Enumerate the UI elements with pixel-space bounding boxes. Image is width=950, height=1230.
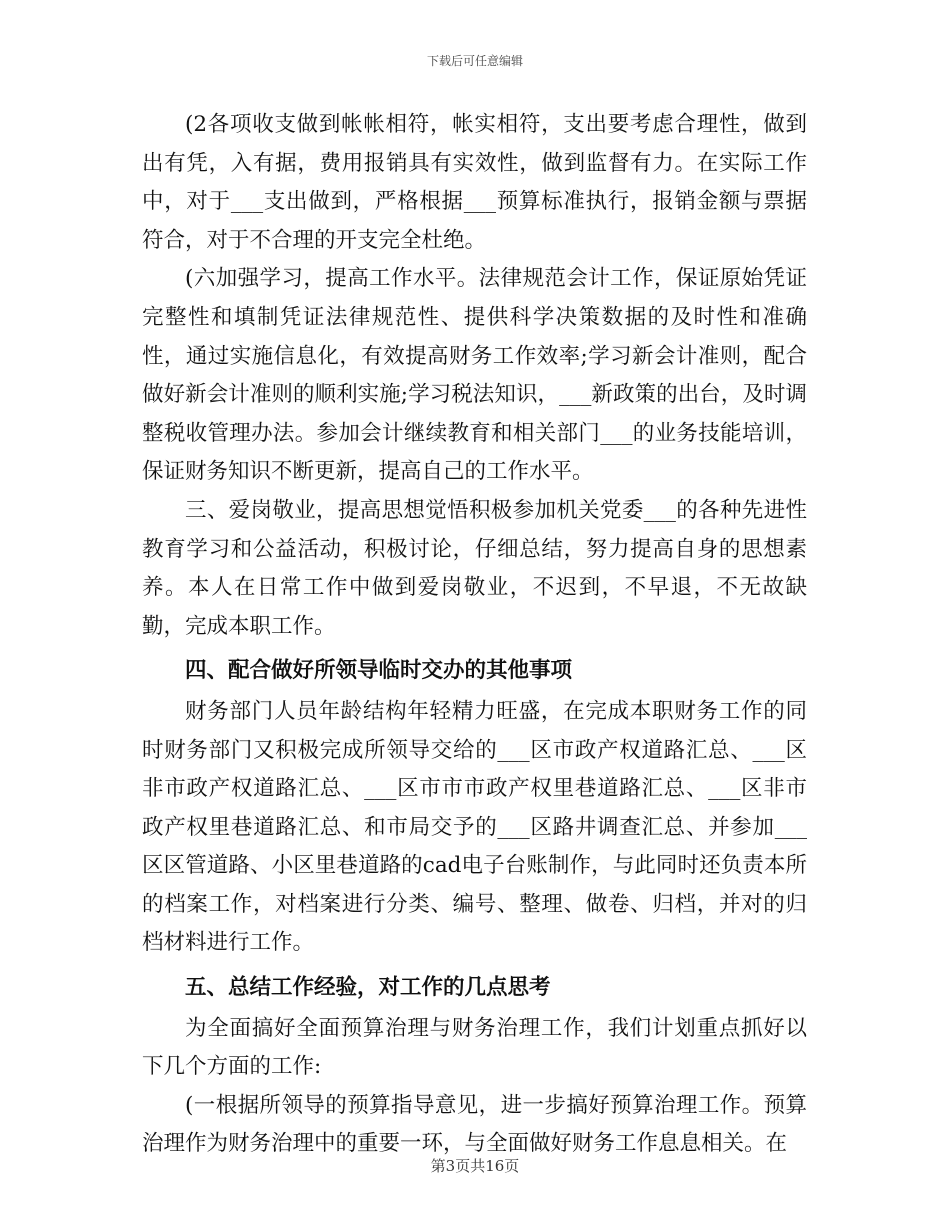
section-heading-4: 四、配合做好所领导临时交办的其他事项 (185, 658, 573, 684)
page-number: 第3页共16页 (430, 1157, 520, 1175)
section-heading-5: 五、总结工作经验，对工作的几点思考 (185, 975, 551, 1001)
paragraph-study: (六加强学习，提高工作水平。法律规范会计工作，保证原始凭证完整性和填制凭证法律规范性、提供科学决策数据的及时性和准确性，通过实施信息化，有效提高财务工作效率;学习新会计准则，配合做好新会计准则的顺利实施;学习税法知识，___新政策的出台，及时调整税收管理办法。参加会计继续教育和相关部门___的业务技能培训，保证财务知识不断更新，提高自己的工作水平。 (142, 266, 807, 485)
document-body (142, 106, 807, 1164)
paragraph-plan-intro: 为全面搞好全面预算治理与财务治理工作，我们计划重点抓好以下几个方面的工作: (142, 1015, 807, 1080)
paragraph-dedication: 三、爱岗敬业，提高思想觉悟积极参加机关党委___的各种先进性教育学习和公益活动，积极讨论，仔细总结，努力提高自身的思想素养。本人在日常工作中做到爱岗敬业，不迟到，不早退，不无故缺勤，完成本职工作。 (142, 497, 807, 639)
paragraph-temporary-tasks: 财务部门人员年龄结构年轻精力旺盛，在完成本职财务工作的同时财务部门又积极完成所领导交给的___区市政产权道路汇总、___区非市政产权道路汇总、___区市市市政产权里巷道路汇总、___区非市政产权里巷道路汇总、和市局交予的___区路井调查汇总、并参加___区区管道路、小区里巷道路的cad电子台账制作，与此同时还负责本所的档案工作，对档案进行分类、编号、整理、做卷、归档，并对的归档材料进行工作。 (142, 698, 807, 956)
paragraph-budget: (一根据所领导的预算指导意见，进一步搞好预算治理工作。预算治理作为财务治理中的重要一环，与全面做好财务工作息息相关。在 (142, 1092, 807, 1157)
paragraph-income-expense: (2各项收支做到帐帐相符，帐实相符，支出要考虑合理性，做到出有凭，入有据，费用报销具有实效性，做到监督有力。在实际工作中，对于___支出做到，严格根据___预算标准执行，报销金额与票据符合，对于不合理的开支完全杜绝。 (142, 112, 807, 253)
page-header: 下载后可任意编辑 (426, 54, 523, 68)
